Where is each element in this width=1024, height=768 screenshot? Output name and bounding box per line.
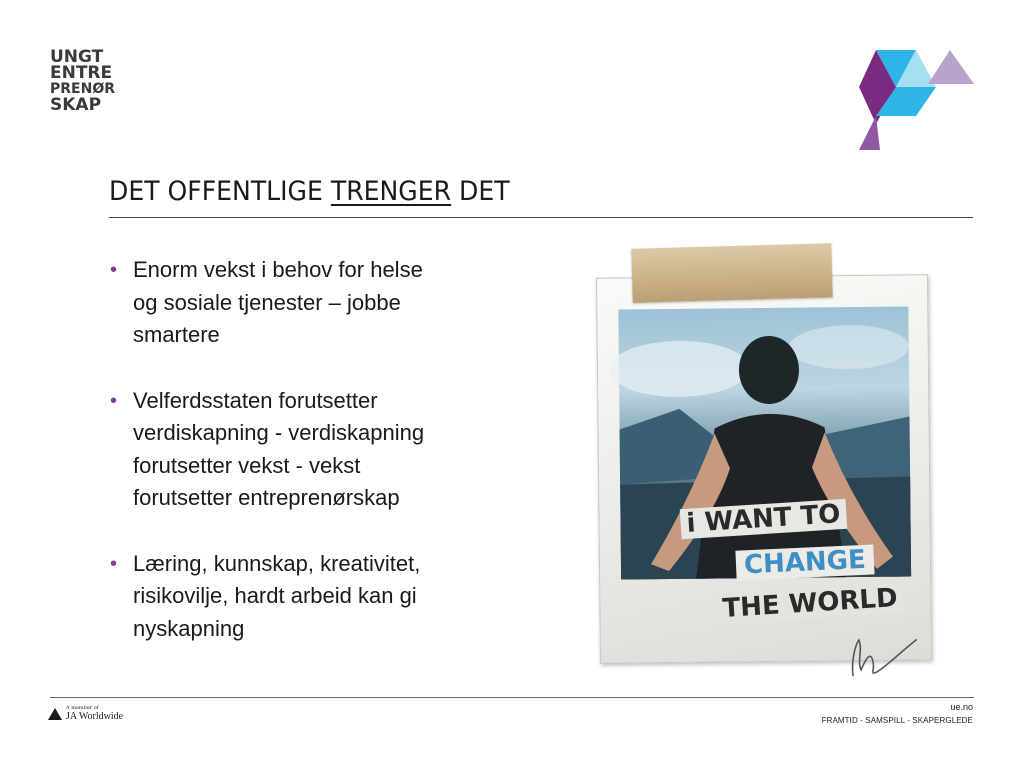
ja-name: JA Worldwide <box>66 711 124 722</box>
bullet-text: Enorm vekst i behov for helse og sosiale tjenester – jobbe smartere <box>133 257 423 347</box>
ja-member-text: A member of <box>66 705 99 711</box>
bullet-text: Velferdsstaten forutsetter verdiskapning - verdiskapning forutsetter vekst - vekst forutsetter entreprenørskap <box>133 387 425 510</box>
title-underlined-word: TRENGER <box>330 176 452 207</box>
signature-icon <box>847 631 928 682</box>
person-illustration <box>618 306 911 579</box>
brand-triangles-icon <box>856 50 976 152</box>
slogan-line-2: CHANGE <box>735 544 874 580</box>
polaroid-frame <box>596 274 932 663</box>
logo-line-4: SKAP <box>50 95 102 115</box>
polaroid-photo <box>596 246 936 671</box>
footer-divider <box>50 697 974 698</box>
bullet-list <box>110 254 510 678</box>
website-link[interactable]: ue.no <box>950 702 973 712</box>
photo-image <box>618 306 911 624</box>
bullet-text: Læring, kunnskap, kreativitet, risikovilje, hardt arbeid kan gi nyskapning <box>133 550 421 641</box>
title-part-before: DET OFFENTLIGE <box>109 176 331 207</box>
slogan-line-3: THE WORLD <box>716 583 905 625</box>
bullet-item <box>110 548 510 646</box>
bullet-dot-icon: • <box>110 259 118 281</box>
bullet-item <box>110 385 510 515</box>
masking-tape <box>631 243 832 303</box>
logo-line-2: ENTRE <box>50 63 113 83</box>
logo-line-1: UNGT <box>50 47 104 67</box>
bullet-dot-icon: • <box>110 389 118 412</box>
logo-line-3: PRENØR <box>50 81 116 97</box>
bullet-item <box>110 254 510 352</box>
footer-tagline: FRAMTID - SAMSPILL - SKAPERGLEDE <box>821 716 973 725</box>
ja-triangle-icon <box>48 708 62 720</box>
ue-logo <box>50 49 115 113</box>
ja-worldwide-logo <box>48 705 123 722</box>
slide-title <box>109 176 510 207</box>
title-part-after: DET <box>451 176 510 207</box>
bullet-dot-icon: • <box>110 552 118 575</box>
slogan-line-1: i WANT TO <box>680 499 848 539</box>
title-divider <box>109 217 973 218</box>
